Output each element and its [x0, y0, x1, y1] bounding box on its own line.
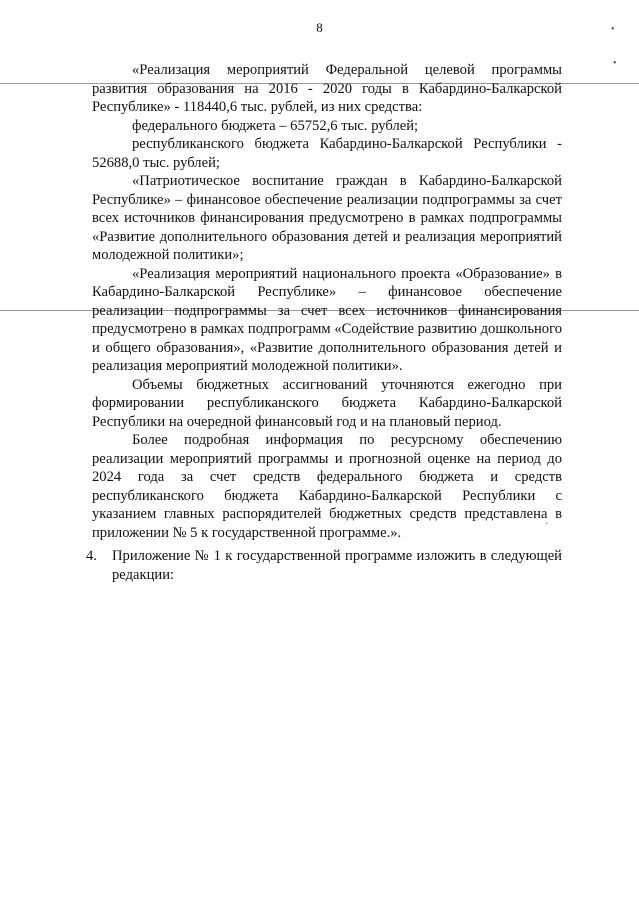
paragraph-budget-allocations: Объемы бюджетных ассигнований уточняются ежегодно при формировании республиканского бюджета Кабардино-Балкарской Республики на очередной финансовый год и на плановый период. [92, 376, 562, 430]
paragraph-national-project: «Реализация мероприятий национального проекта «Образование» в Кабардино-Балкарской Республике» – финансовое обеспечение реализации подпрограммы за счет всех источников финансирования предусмотрено в рамках подпрограмм «Содействие развитию дошкольного и общего образования», «Развитие дополнительного образования детей и реализация мероприятий молодежной политики». [92, 265, 562, 374]
paragraph-republic-budget: республиканского бюджета Кабардино-Балкарской Республики - 52688,0 тыс. рублей; [92, 136, 562, 171]
paragraph-federal-budget: федерального бюджета – 65752,6 тыс. рублей; [132, 117, 419, 134]
scan-speck: · [545, 519, 549, 530]
paragraph-fcp-funding: «Реализация мероприятий Федеральной целевой программы развития образования на 2016 - 2020 годы в Кабардино-Балкарской Республике» - 118440,6 тыс. рублей, из них средства: [92, 62, 562, 115]
scan-speck: • [613, 58, 617, 69]
list-item-number: 4. [86, 548, 97, 564]
page-number: 8 [316, 20, 323, 35]
paragraph-more-info: Более подробная информация по ресурсному обеспечению реализации мероприятий программы и прогнозной оценке на период до 2024 года за счет средств федерального бюджета и средств республиканского бюджета Кабардино-Балкарской Республики с указанием главных распорядителей бюджетных средств представлена в приложении № 5 к государственной программе.». [92, 432, 562, 541]
scan-speck: • [611, 24, 615, 35]
paragraph-patriotic-education: «Патриотическое воспитание граждан в Кабардино-Балкарской Республике» – финансовое обеспечение реализации подпрограммы за счет всех источников финансирования предусмотрено в рамках подпрограммы «Развитие дополнительного образования детей и реализация мероприятий молодежной политики»; [92, 173, 562, 263]
list-item-text: Приложение № 1 к государственной программе изложить в следующей редакции: [112, 548, 562, 583]
document-body [92, 61, 562, 542]
list-item-4 [86, 547, 562, 584]
